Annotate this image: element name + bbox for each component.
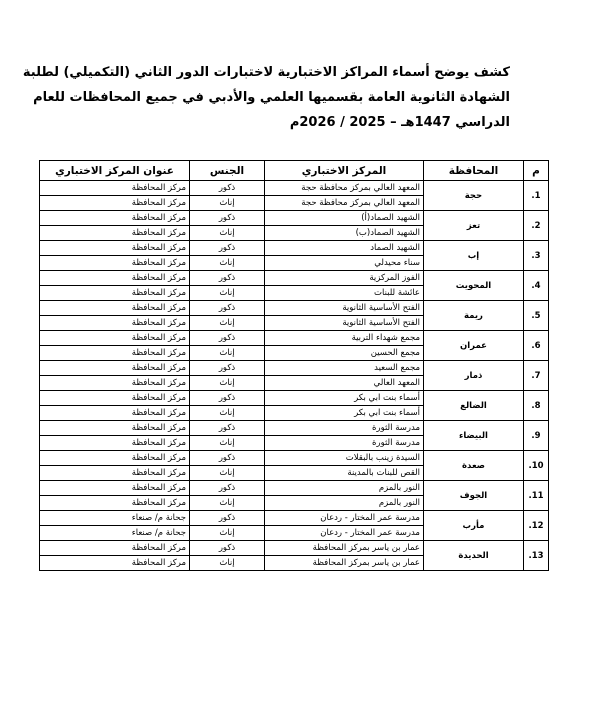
gender-cell: إناث bbox=[190, 286, 265, 301]
center-cell: المعهد العالي بمركز محافظة حجة bbox=[265, 196, 424, 211]
row-number: 9. bbox=[524, 421, 549, 451]
table-header-row bbox=[40, 161, 549, 181]
address-cell: مركز المحافظة bbox=[40, 226, 190, 241]
address-cell: مركز المحافظة bbox=[40, 181, 190, 196]
gender-cell: ذكور bbox=[190, 361, 265, 376]
gender-cell: ذكور bbox=[190, 511, 265, 526]
governorate-cell: ريمة bbox=[424, 301, 524, 331]
gender-cell: ذكور bbox=[190, 451, 265, 466]
center-cell: مجمع الحسين bbox=[265, 346, 424, 361]
gender-cell: إناث bbox=[190, 556, 265, 571]
exam-centers-table bbox=[39, 160, 549, 571]
gender-cell: إناث bbox=[190, 406, 265, 421]
governorate-cell: المحويت bbox=[424, 271, 524, 301]
address-cell: مركز المحافظة bbox=[40, 406, 190, 421]
gender-cell: ذكور bbox=[190, 271, 265, 286]
row-number: 1. bbox=[524, 181, 549, 211]
address-cell: مركز المحافظة bbox=[40, 316, 190, 331]
address-cell: مركز المحافظة bbox=[40, 556, 190, 571]
center-cell: عمار بن ياسر بمركز المحافظة bbox=[265, 556, 424, 571]
row-number: 3. bbox=[524, 241, 549, 271]
header-address: عنوان المركز الاختباري bbox=[40, 161, 190, 181]
row-number: 6. bbox=[524, 331, 549, 361]
gender-cell: إناث bbox=[190, 436, 265, 451]
table-row bbox=[40, 361, 549, 376]
row-number: 11. bbox=[524, 481, 549, 511]
governorate-cell: الحديدة bbox=[424, 541, 524, 571]
center-cell: مدرسة عمر المختار - ردعان bbox=[265, 511, 424, 526]
address-cell: مركز المحافظة bbox=[40, 451, 190, 466]
address-cell: مركز المحافظة bbox=[40, 271, 190, 286]
table-row bbox=[40, 331, 549, 346]
governorate-cell: الجوف bbox=[424, 481, 524, 511]
gender-cell: ذكور bbox=[190, 181, 265, 196]
center-cell: سناء محيدلي bbox=[265, 256, 424, 271]
table-row bbox=[40, 481, 549, 496]
center-cell: السيدة زينب بالبقلات bbox=[265, 451, 424, 466]
row-number: 4. bbox=[524, 271, 549, 301]
governorate-cell: البيضاء bbox=[424, 421, 524, 451]
center-cell: القص للبنات بالمدينة bbox=[265, 466, 424, 481]
address-cell: مركز المحافظة bbox=[40, 361, 190, 376]
table-row bbox=[40, 421, 549, 436]
address-cell: مركز المحافظة bbox=[40, 376, 190, 391]
row-number: 12. bbox=[524, 511, 549, 541]
gender-cell: ذكور bbox=[190, 301, 265, 316]
title-line-3: الدراسي 1447هـ – 2025 / 2026م bbox=[289, 115, 510, 130]
governorate-cell: صعدة bbox=[424, 451, 524, 481]
address-cell: مركز المحافظة bbox=[40, 286, 190, 301]
governorate-cell: مأرب bbox=[424, 511, 524, 541]
gender-cell: إناث bbox=[190, 526, 265, 541]
row-number: 2. bbox=[524, 211, 549, 241]
address-cell: مركز المحافظة bbox=[40, 496, 190, 511]
row-number: 7. bbox=[524, 361, 549, 391]
gender-cell: إناث bbox=[190, 346, 265, 361]
center-cell: أسماء بنت ابي بكر bbox=[265, 391, 424, 406]
gender-cell: ذكور bbox=[190, 241, 265, 256]
governorate-cell: تعز bbox=[424, 211, 524, 241]
header-num: م bbox=[524, 161, 549, 181]
center-cell: النور بالمزم bbox=[265, 481, 424, 496]
table-row bbox=[40, 301, 549, 316]
table-row bbox=[40, 541, 549, 556]
center-cell: مجمع شهداء التربية bbox=[265, 331, 424, 346]
center-cell: أسماء بنت ابي بكر bbox=[265, 406, 424, 421]
table-row bbox=[40, 451, 549, 466]
address-cell: مركز المحافظة bbox=[40, 241, 190, 256]
gender-cell: إناث bbox=[190, 196, 265, 211]
center-cell: الفوز المركزية bbox=[265, 271, 424, 286]
table-row bbox=[40, 181, 549, 196]
gender-cell: ذكور bbox=[190, 211, 265, 226]
center-cell: الشهيد الصماد bbox=[265, 241, 424, 256]
header-center: المركز الاختباري bbox=[265, 161, 424, 181]
address-cell: مركز المحافظة bbox=[40, 196, 190, 211]
gender-cell: إناث bbox=[190, 256, 265, 271]
center-cell: عائشة للبنات bbox=[265, 286, 424, 301]
center-cell: مدرسة عمر المختار - ردعان bbox=[265, 526, 424, 541]
table-row bbox=[40, 511, 549, 526]
header-gender: الجنس bbox=[190, 161, 265, 181]
address-cell: مركز المحافظة bbox=[40, 466, 190, 481]
governorate-cell: إب bbox=[424, 241, 524, 271]
address-cell: مركز المحافظة bbox=[40, 301, 190, 316]
governorate-cell: الضالع bbox=[424, 391, 524, 421]
row-number: 13. bbox=[524, 541, 549, 571]
title-line-2: الشهادة الثانوية العامة بقسميها العلمي والأدبي في جميع المحافظات للعام bbox=[33, 90, 510, 105]
address-cell: مركز المحافظة bbox=[40, 436, 190, 451]
address-cell: مركز المحافظة bbox=[40, 346, 190, 361]
gender-cell: إناث bbox=[190, 496, 265, 511]
center-cell: عمار بن ياسر بمركز المحافظة bbox=[265, 541, 424, 556]
center-cell: الفتح الأساسية الثانوية bbox=[265, 316, 424, 331]
address-cell: مركز المحافظة bbox=[40, 256, 190, 271]
governorate-cell: حجة bbox=[424, 181, 524, 211]
gender-cell: ذكور bbox=[190, 421, 265, 436]
gender-cell: إناث bbox=[190, 316, 265, 331]
table-row bbox=[40, 241, 549, 256]
center-cell: المعهد العالي بمركز محافظة حجة bbox=[265, 181, 424, 196]
center-cell: الشهيد الصماد(ب) bbox=[265, 226, 424, 241]
table-row bbox=[40, 211, 549, 226]
gender-cell: ذكور bbox=[190, 391, 265, 406]
gender-cell: إناث bbox=[190, 466, 265, 481]
table-body bbox=[40, 181, 549, 571]
address-cell: مركز المحافظة bbox=[40, 421, 190, 436]
governorate-cell: عمران bbox=[424, 331, 524, 361]
address-cell: مركز المحافظة bbox=[40, 481, 190, 496]
governorate-cell: ذمار bbox=[424, 361, 524, 391]
address-cell: مركز المحافظة bbox=[40, 211, 190, 226]
document-title bbox=[22, 60, 510, 135]
address-cell: مركز المحافظة bbox=[40, 541, 190, 556]
gender-cell: ذكور bbox=[190, 541, 265, 556]
row-number: 8. bbox=[524, 391, 549, 421]
gender-cell: إناث bbox=[190, 376, 265, 391]
header-governorate: المحافظة bbox=[424, 161, 524, 181]
center-cell: النور بالمزم bbox=[265, 496, 424, 511]
address-cell: مركز المحافظة bbox=[40, 391, 190, 406]
row-number: 10. bbox=[524, 451, 549, 481]
address-cell: جحانة م/ صنعاء bbox=[40, 526, 190, 541]
row-number: 5. bbox=[524, 301, 549, 331]
center-cell: المعهد العالي bbox=[265, 376, 424, 391]
gender-cell: إناث bbox=[190, 226, 265, 241]
address-cell: مركز المحافظة bbox=[40, 331, 190, 346]
table-row bbox=[40, 271, 549, 286]
title-line-1: كشف يوضح أسماء المراكز الاختبارية لاختبارات الدور الثاني (التكميلي) لطلبة bbox=[22, 65, 510, 80]
center-cell: مدرسة الثورة bbox=[265, 421, 424, 436]
center-cell: مدرسة الثورة bbox=[265, 436, 424, 451]
gender-cell: ذكور bbox=[190, 331, 265, 346]
gender-cell: ذكور bbox=[190, 481, 265, 496]
table-row bbox=[40, 391, 549, 406]
center-cell: الفتح الأساسية الثانوية bbox=[265, 301, 424, 316]
center-cell: مجمع السعيد bbox=[265, 361, 424, 376]
center-cell: الشهيد الصماد(أ) bbox=[265, 211, 424, 226]
address-cell: جحانة م/ صنعاء bbox=[40, 511, 190, 526]
